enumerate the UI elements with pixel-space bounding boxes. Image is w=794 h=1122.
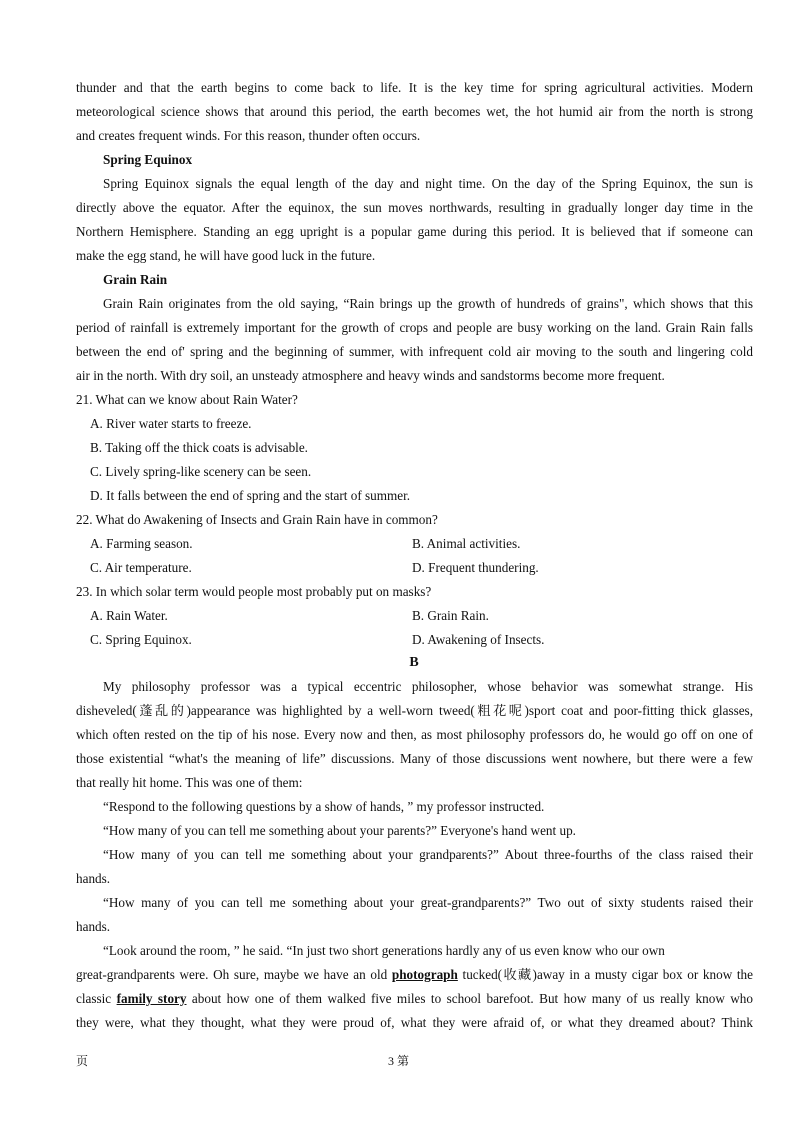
text-line: disheveled(蓬乱的)appearance was highlighted by a well-worn tweed(粗花呢)sport coat and poor-fitting thick glasses, <box>76 703 753 718</box>
option-23-b: B. Grain Rain. <box>412 608 489 623</box>
option-21-c: C. Lively spring-like scenery can be seen. <box>90 464 312 479</box>
question-22: 22. What do Awakening of Insects and Grain Rain have in common? <box>76 512 438 527</box>
text-line: that really hit home. This was one of them: <box>76 775 303 790</box>
text-line: meteorological science shows that around this period, the earth becomes wet, the hot humid air from the north is strong <box>76 104 753 119</box>
text-line: hands. <box>76 919 111 934</box>
underlined-word-family-story: family story <box>116 991 187 1006</box>
question-23: 23. In which solar term would people most probably put on masks? <box>76 584 432 599</box>
text-line: thunder and that the earth begins to come back to life. It is the key time for spring agricultural activities. Modern <box>76 80 753 95</box>
text-line: “How many of you can tell me something about your grandparents?” About three-fourths of the class raised their <box>103 847 753 862</box>
text-line: “Look around the room, ” he said. “In just two short generations hardly any of us even know who our own <box>103 943 665 958</box>
text-line: Grain Rain originates from the old saying, “Rain brings up the growth of hundreds of grains", which shows that this <box>103 296 753 311</box>
text-line <box>76 990 753 1008</box>
option-23-a: A. Rain Water. <box>90 608 168 623</box>
text-line: Spring Equinox signals the equal length of the day and night time. On the day of the Spring Equinox, the sun is <box>103 176 753 191</box>
option-23-d: D. Awakening of Insects. <box>412 632 545 647</box>
text-line: they were, what they thought, what they were proud of, what they were afraid of, or what they dreamed about? Think <box>76 1015 753 1030</box>
text-line: My philosophy professor was a typical eccentric philosopher, whose behavior was somewhat strange. His <box>103 679 753 694</box>
text-line: directly above the equator. After the equinox, the sun moves northwards, resulting in gradually longer day time in the <box>76 200 753 215</box>
section-heading-spring-equinox: Spring Equinox <box>103 152 193 167</box>
text-line: “How many of you can tell me something about your parents?” Everyone's hand went up. <box>103 823 576 838</box>
text-segment: great-grandparents were. Oh sure, maybe we have an old <box>76 967 392 982</box>
text-line: air in the north. With dry soil, an unsteady atmosphere and heavy winds and sandstorms become more frequent. <box>76 368 665 383</box>
question-21: 21. What can we know about Rain Water? <box>76 392 298 407</box>
text-line: make the egg stand, he will have good luck in the future. <box>76 248 376 263</box>
text-segment: about how one of them walked five miles to school barefoot. But how many of us really know who <box>186 991 753 1006</box>
underlined-word-photograph: photograph <box>391 967 458 982</box>
text-line: “How many of you can tell me something about your great-grandparents?” Two out of sixty students raised their <box>103 895 753 910</box>
page-number: 3 第 <box>388 1054 410 1068</box>
text-line: and creates frequent winds. For this reason, thunder often occurs. <box>76 128 421 143</box>
option-21-d: D. It falls between the end of spring and the start of summer. <box>90 488 411 503</box>
text-line: period of rainfall is extremely important for the growth of crops and people are busy working on the land. Grain Rain falls <box>76 320 753 335</box>
text-line: Northern Hemisphere. Standing an egg upright is a popular game during this period. It is believed that if someone can <box>76 224 753 239</box>
option-22-d: D. Frequent thundering. <box>412 560 539 575</box>
text-segment: tucked(收藏)away in a musty cigar box or know the <box>457 967 753 982</box>
text-line: between the end of' spring and the beginning of summer, with infrequent cold air moving to the south and lingering cold <box>76 344 753 359</box>
text-line: “Respond to the following questions by a show of hands, ” my professor instructed. <box>103 799 545 814</box>
footer-left: 页 <box>76 1054 89 1068</box>
section-heading-grain-rain: Grain Rain <box>103 272 168 287</box>
option-23-c: C. Spring Equinox. <box>90 632 192 647</box>
text-line: hands. <box>76 871 111 886</box>
text-line: those existential “what's the meaning of life” discussions. Many of those discussions went nowhere, but there were a few <box>76 751 753 766</box>
text-line: which often rested on the tip of his nose. Every now and then, as most philosophy professors do, he would go off on one of <box>76 727 753 742</box>
text-segment: classic <box>76 991 117 1006</box>
option-22-c: C. Air temperature. <box>90 560 192 575</box>
passage-b-heading: B <box>409 655 419 670</box>
option-21-a: A. River water starts to freeze. <box>90 416 252 431</box>
option-22-a: A. Farming season. <box>90 536 193 551</box>
text-line <box>76 966 753 984</box>
option-21-b: B. Taking off the thick coats is advisable. <box>90 440 308 455</box>
option-22-b: B. Animal activities. <box>412 536 521 551</box>
